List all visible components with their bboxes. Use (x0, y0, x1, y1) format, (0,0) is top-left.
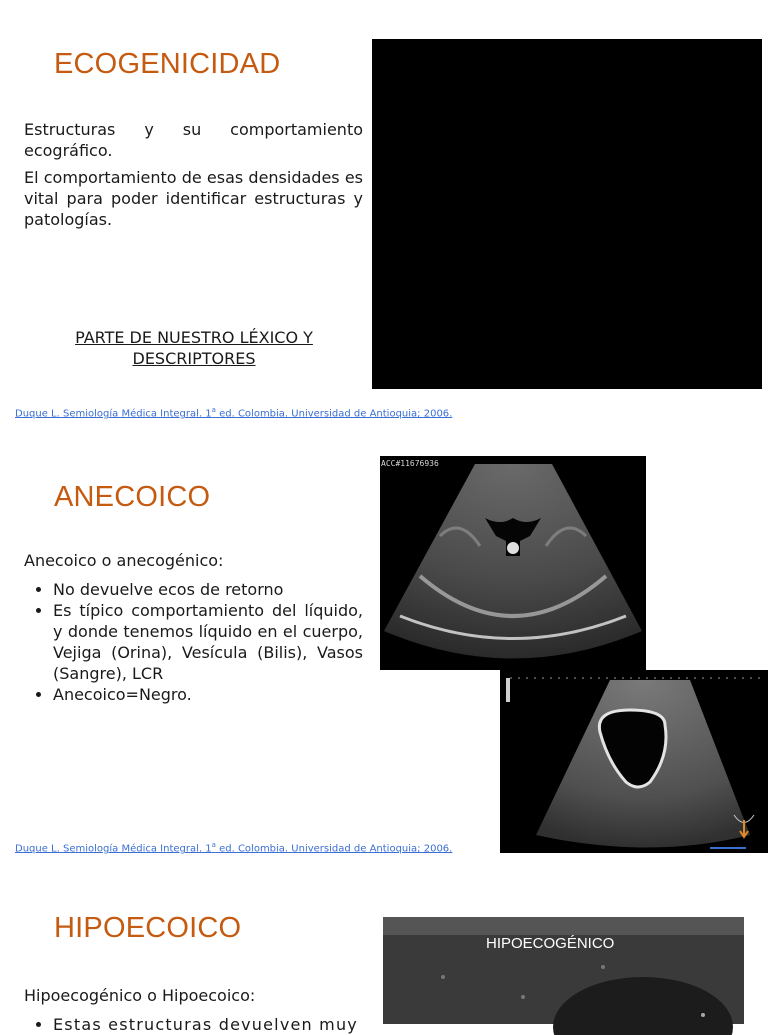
list-item: • Es típico comportamiento del líquido, y donde tenemos líquido en el cuerpo, Vejiga (Orina), Vesícula (Bilis), Vasos (Sangre), LCR (53, 600, 363, 684)
slide-body (24, 119, 363, 236)
intro-text: Hipoecogénico o Hipoecoico: (24, 986, 256, 1005)
slide-hipoecoico (0, 860, 768, 1034)
bullet-list (24, 1014, 363, 1035)
citation-text: Duque L. Semiología Médica Integral. 1 (15, 843, 212, 855)
image-label: HIPOECOGÉNICO (486, 935, 615, 952)
paragraph: Estructuras y su comportamiento ecográfico. (24, 120, 363, 160)
slide-title: HIPOECOICO (54, 912, 242, 944)
citation-link[interactable] (15, 841, 500, 854)
image-overlay-text: ACC#11676936 (381, 459, 439, 468)
citation-text: Duque L. Semiología Médica Integral. 1 (15, 408, 212, 420)
paragraph: El comportamiento de esas densidades es vital para poder identificar estructuras y patologías. (24, 168, 363, 229)
ultrasound-hypoechoic-graphic (383, 917, 744, 1024)
list-item: • Estas estructuras devuelven muy (53, 1014, 363, 1035)
list-item: • Anecoico=Negro. (53, 684, 363, 705)
citation-text-end: ed. Colombia. Universidad de Antioquia; 2006. (215, 408, 453, 420)
slide-title: ECOGENICIDAD (54, 48, 281, 80)
ultrasound-brain-graphic (380, 456, 646, 670)
lexicon-link[interactable]: PARTE DE NUESTRO LÉXICO Y DESCRIPTORES (75, 328, 313, 368)
video-placeholder[interactable] (372, 39, 762, 389)
citation-link[interactable] (15, 406, 452, 419)
ultrasound-hypoechoic-image (383, 917, 744, 1024)
slide-ecogenicidad (0, 0, 768, 430)
ultrasound-bladder-graphic (500, 670, 768, 853)
slide-title: ANECOICO (54, 481, 211, 513)
slide-body (24, 985, 363, 1035)
slide-anecoico (0, 430, 768, 860)
ultrasound-bladder-image (500, 670, 768, 853)
slide-body (24, 550, 363, 705)
intro-text: Anecoico o anecogénico: (24, 551, 224, 570)
citation-text-end: ed. Colombia. Universidad de Antioquia; 2006. (215, 843, 453, 855)
bullet-list (24, 579, 363, 705)
citation-sup: a (211, 406, 216, 414)
citation-sup: a (211, 841, 216, 849)
ultrasound-brain-image (380, 456, 646, 670)
list-item: • No devuelve ecos de retorno (53, 579, 363, 600)
